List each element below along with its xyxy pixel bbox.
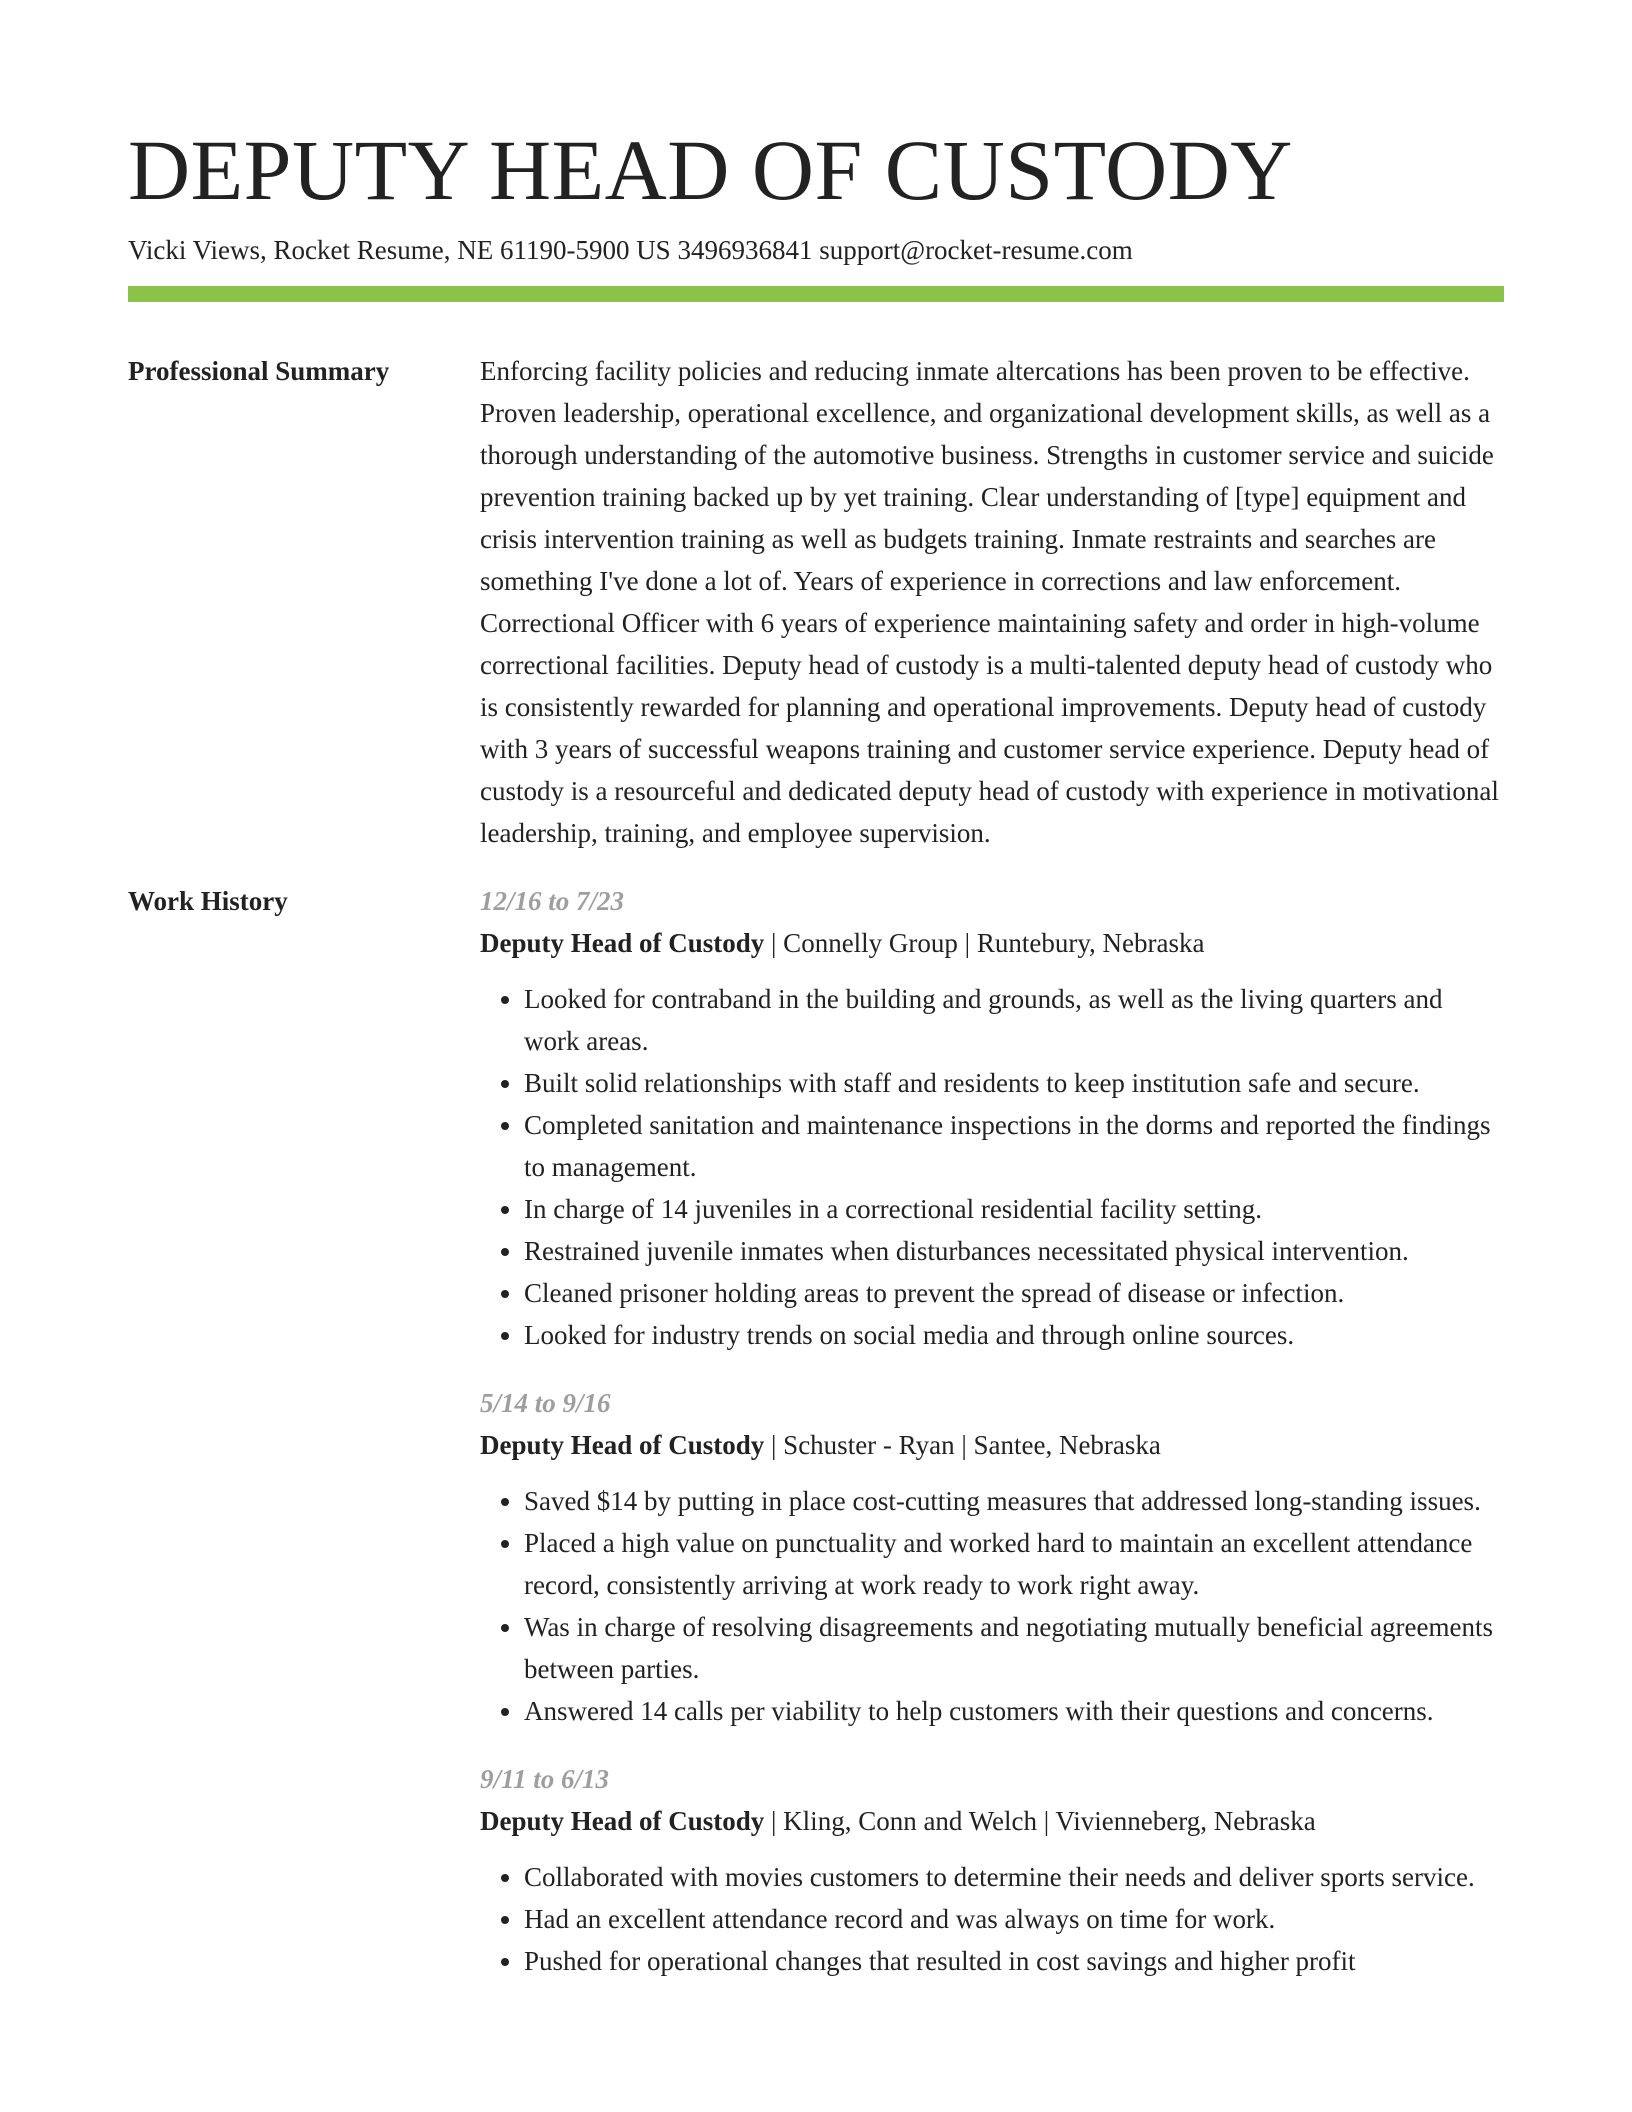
job-bullet: • Looked for contraband in the building and grounds, as well as the living quarters and work areas. [524,978,1504,1062]
job-bullet: • Completed sanitation and maintenance inspections in the dorms and reported the findings to management. [524,1104,1504,1188]
job-title-line [480,1800,1504,1842]
job-bullet: • In charge of 14 juveniles in a correctional residential facility setting. [524,1188,1504,1230]
summary-text: Enforcing facility policies and reducing inmate altercations has been proven to be effective. Proven leadership, operational excellence, and organizational development skills, as well as a thorough understanding of the automotive business. Strengths in customer service and suicide prevention training backed up by yet training. Clear understanding of [type] equipment and crisis intervention training as well as budgets training. Inmate restraints and searches are something I've done a lot of. Years of experience in corrections and law enforcement. Correctional Officer with 6 years of experience maintaining safety and order in high-volume correctional facilities. Deputy head of custody is a multi-talented deputy head of custody who is consistently rewarded for planning and operational improvements. Deputy head of custody with 3 years of successful weapons training and customer service experience. Deputy head of custody is a resourceful and dedicated deputy head of custody with experience in motivational leadership, training, and employee supervision. [480,356,1499,848]
job-bullet: • Pushed for operational changes that resulted in cost savings and higher profit [524,1940,1504,1982]
job-bullet: • Had an excellent attendance record and was always on time for work. [524,1898,1504,1940]
job-bullet: • Cleaned prisoner holding areas to prevent the spread of disease or infection. [524,1272,1504,1314]
job-bullet-list [480,978,1504,1356]
job-title: Deputy Head of Custody [480,928,765,958]
job-bullet: • Placed a high value on punctuality and worked hard to maintain an excellent attendance record, consistently arriving at work ready to work right away. [524,1522,1504,1606]
job-title-line [480,1424,1504,1466]
job-employer-location: | Connelly Group | Runtebury, Nebraska [764,928,1205,958]
summary-body [480,350,1504,854]
job-bullet: • Collaborated with movies customers to determine their needs and deliver sports service. [524,1856,1504,1898]
job-bullet: • Built solid relationships with staff and residents to keep institution safe and secure. [524,1062,1504,1104]
summary-heading: Professional Summary [128,356,390,386]
contact-line: Vicki Views, Rocket Resume, NE 61190-5900 US 3496936841 support@rocket-resume.com [128,235,1133,265]
job-employer-location: | Kling, Conn and Welch | Vivienneberg, Nebraska [764,1806,1316,1836]
job-dates: 12/16 to 7/23 [480,886,625,916]
job-entry [480,1382,1504,1732]
job-bullet-list [480,1480,1504,1732]
job-bullet: • Saved $14 by putting in place cost-cutting measures that addressed long-standing issues. [524,1480,1504,1522]
job-employer-location: | Schuster - Ryan | Santee, Nebraska [764,1430,1161,1460]
job-entry [480,1758,1504,1982]
job-bullet-list [480,1856,1504,1982]
job-dates: 9/11 to 6/13 [480,1764,610,1794]
job-entry [480,880,1504,1356]
job-title: Deputy Head of Custody [480,1806,765,1836]
job-bullet: • Answered 14 calls per viability to help customers with their questions and concerns. [524,1690,1504,1732]
job-dates: 5/14 to 9/16 [480,1388,611,1418]
job-title-line [480,922,1504,964]
job-bullet: • Was in charge of resolving disagreements and negotiating mutually beneficial agreements between parties. [524,1606,1504,1690]
work-history-section [128,880,1504,1982]
work-history-body [480,880,1504,1982]
summary-section [128,350,1504,854]
job-bullet: • Restrained juvenile inmates when disturbances necessitated physical intervention. [524,1230,1504,1272]
work-history-heading: Work History [128,886,288,916]
resume-page [128,0,1504,1982]
job-title: Deputy Head of Custody [480,1430,765,1460]
resume-title: DEPUTY HEAD OF CUSTODY [128,122,1293,218]
accent-divider [128,286,1504,302]
job-bullet: • Looked for industry trends on social media and through online sources. [524,1314,1504,1356]
